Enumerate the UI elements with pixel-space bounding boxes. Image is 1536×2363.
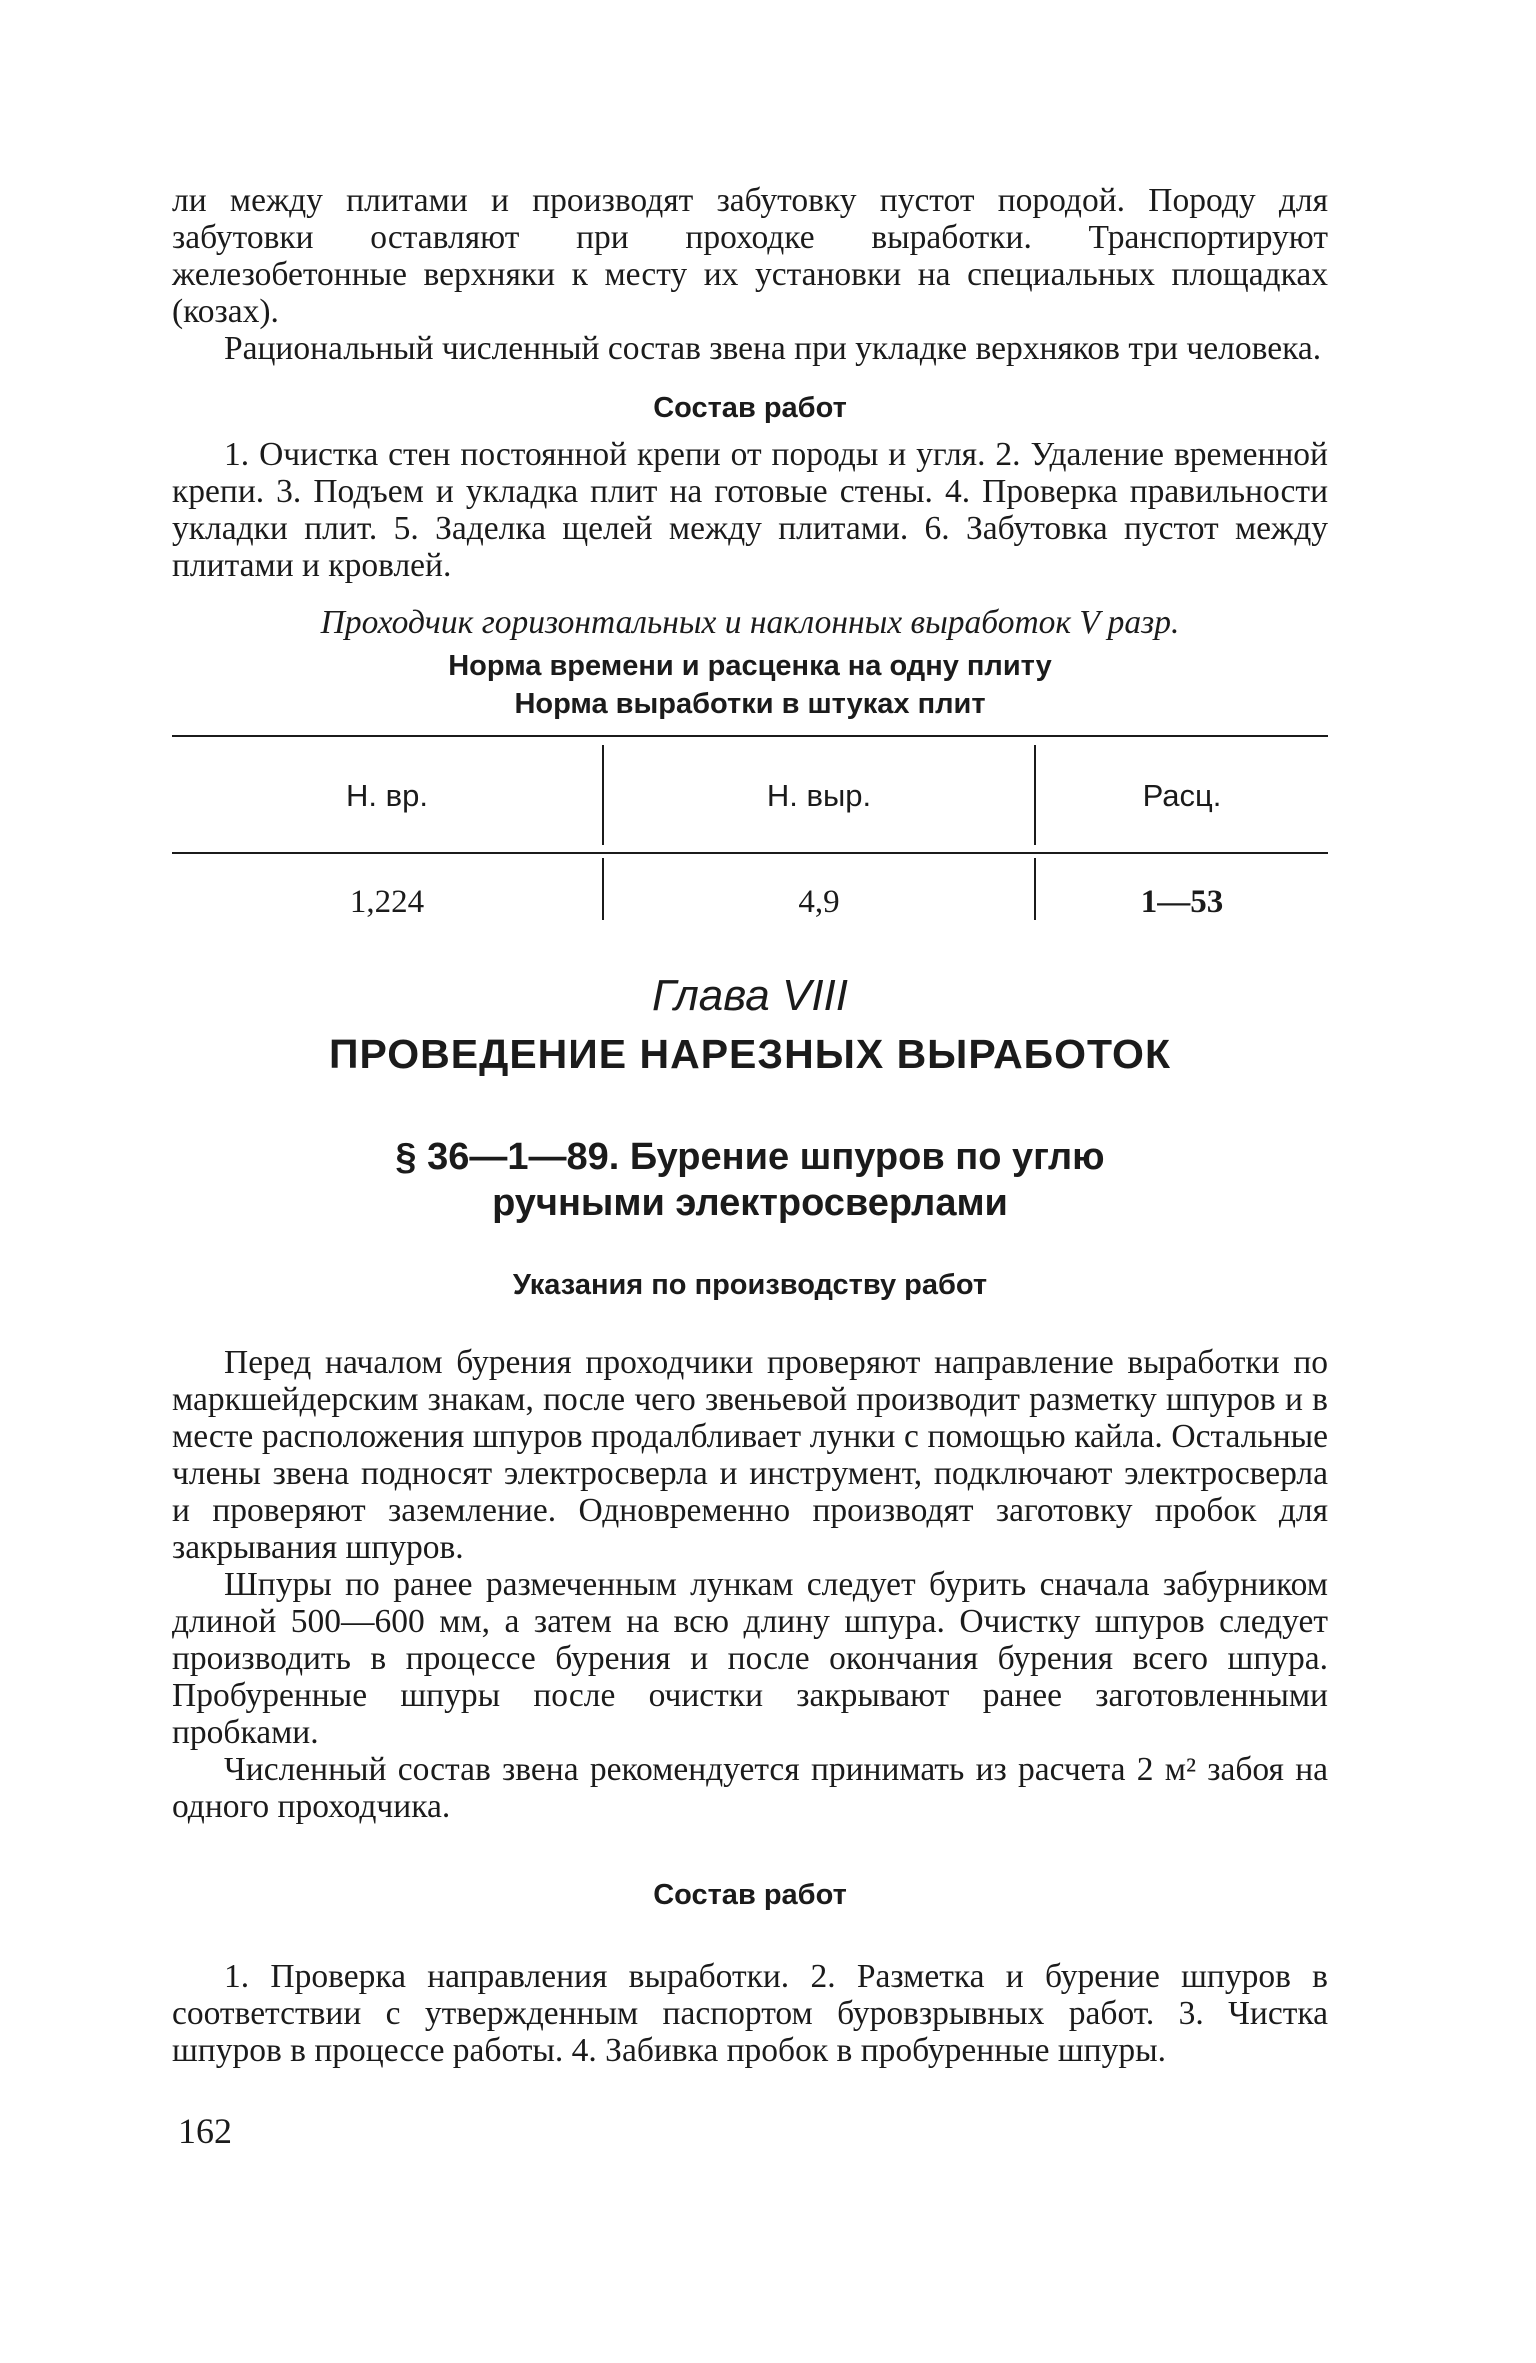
intro-paragraph-1: ли между плитами и производят забутовку пустот породой. Породу для забутовки оставляют при проходке выработки. Транспортируют железобетонные верхняки к месту их установки на специальных площадках (козах). bbox=[172, 182, 1328, 330]
section-title-line-1: § 36—1—89. Бурение шпуров по углю bbox=[395, 1136, 1105, 1178]
instructions-heading: Указания по производству работ bbox=[512, 1269, 988, 1301]
intro-paragraph-2: Рациональный численный состав звена при укладке верхняков три человека. bbox=[224, 330, 1322, 367]
header-time-norm: Н. вр. bbox=[346, 778, 428, 813]
value-rate: 1—53 bbox=[1140, 884, 1224, 920]
works-composition-2 bbox=[172, 1876, 1328, 2069]
section-title-block bbox=[172, 1134, 1328, 1226]
section-title-line-2: ручными электросверлами bbox=[492, 1182, 1008, 1224]
instructions-paragraph-2: Шпуры по ранее размеченным лункам следует бурить сначала забурником длиной 500—600 мм, а затем на всю длину шпура. Очистку шпуров следует производить в процессе бурения и после окончания бурения всего шпура. Пробуренные шпуры после очистки закрывают ранее заготовленными пробками. bbox=[172, 1566, 1328, 1751]
norm-caption-2: Норма выработки в штуках плит bbox=[514, 688, 986, 720]
instructions-paragraph-1: Перед началом бурения проходчики проверяют направление выработки по маркшейдерским знакам, после чего звеньевой производит разметку шпуров и в месте расположения шпуров продалбливает лунки с помощью кайла. Остальные члены звена подносят электросверла и инструмент, подключают электросверла и проверяют заземление. Одновременно производят заготовку пробок для закрывания шпуров. bbox=[172, 1344, 1328, 1566]
page-number: 162 bbox=[178, 2111, 232, 2151]
header-output-norm: Н. выр. bbox=[766, 778, 872, 813]
norm-block bbox=[172, 604, 1328, 723]
table-top-rule bbox=[172, 735, 1328, 737]
instructions-paragraph-3: Численный состав звена рекомендуется принимать из расчета 2 м² забоя на одного проходчика. bbox=[172, 1751, 1328, 1825]
instructions-block bbox=[172, 1266, 1328, 1825]
works-list-1: 1. Очистка стен постоянной крепи от породы и угля. 2. Удаление временной крепи. 3. Подъем и укладка плит на готовые стены. 4. Проверка правильности укладки плит. 5. Заделка щелей между плитами. 6. Забутовка пустот между плитами и кровлей. bbox=[172, 436, 1328, 584]
works-composition-1 bbox=[172, 390, 1328, 584]
works-heading-1: Состав работ bbox=[653, 392, 847, 424]
header-rate: Расц. bbox=[1142, 778, 1222, 813]
value-output-norm: 4,9 bbox=[798, 884, 840, 920]
intro-block bbox=[172, 182, 1328, 367]
worker-grade: Проходчик горизонтальных и наклонных выработок V разр. bbox=[320, 604, 1180, 641]
works-heading-2: Состав работ bbox=[653, 1879, 847, 1911]
works-list-2: 1. Проверка направления выработки. 2. Разметка и бурение шпуров в соответствии с утвержденным паспортом буровзрывных работ. 3. Чистка шпуров в процессе работы. 4. Забивка пробок в пробуренные шпуры. bbox=[172, 1958, 1328, 2069]
norm-caption-1: Норма времени и расценка на одну плиту bbox=[448, 650, 1052, 682]
chapter-label: Глава VIII bbox=[651, 971, 848, 1020]
chapter-block bbox=[172, 968, 1328, 1080]
chapter-title: ПРОВЕДЕНИЕ НАРЕЗНЫХ ВЫРАБОТОК bbox=[329, 1031, 1171, 1077]
value-time-norm: 1,224 bbox=[349, 884, 425, 920]
table-mid-rule bbox=[172, 852, 1328, 854]
